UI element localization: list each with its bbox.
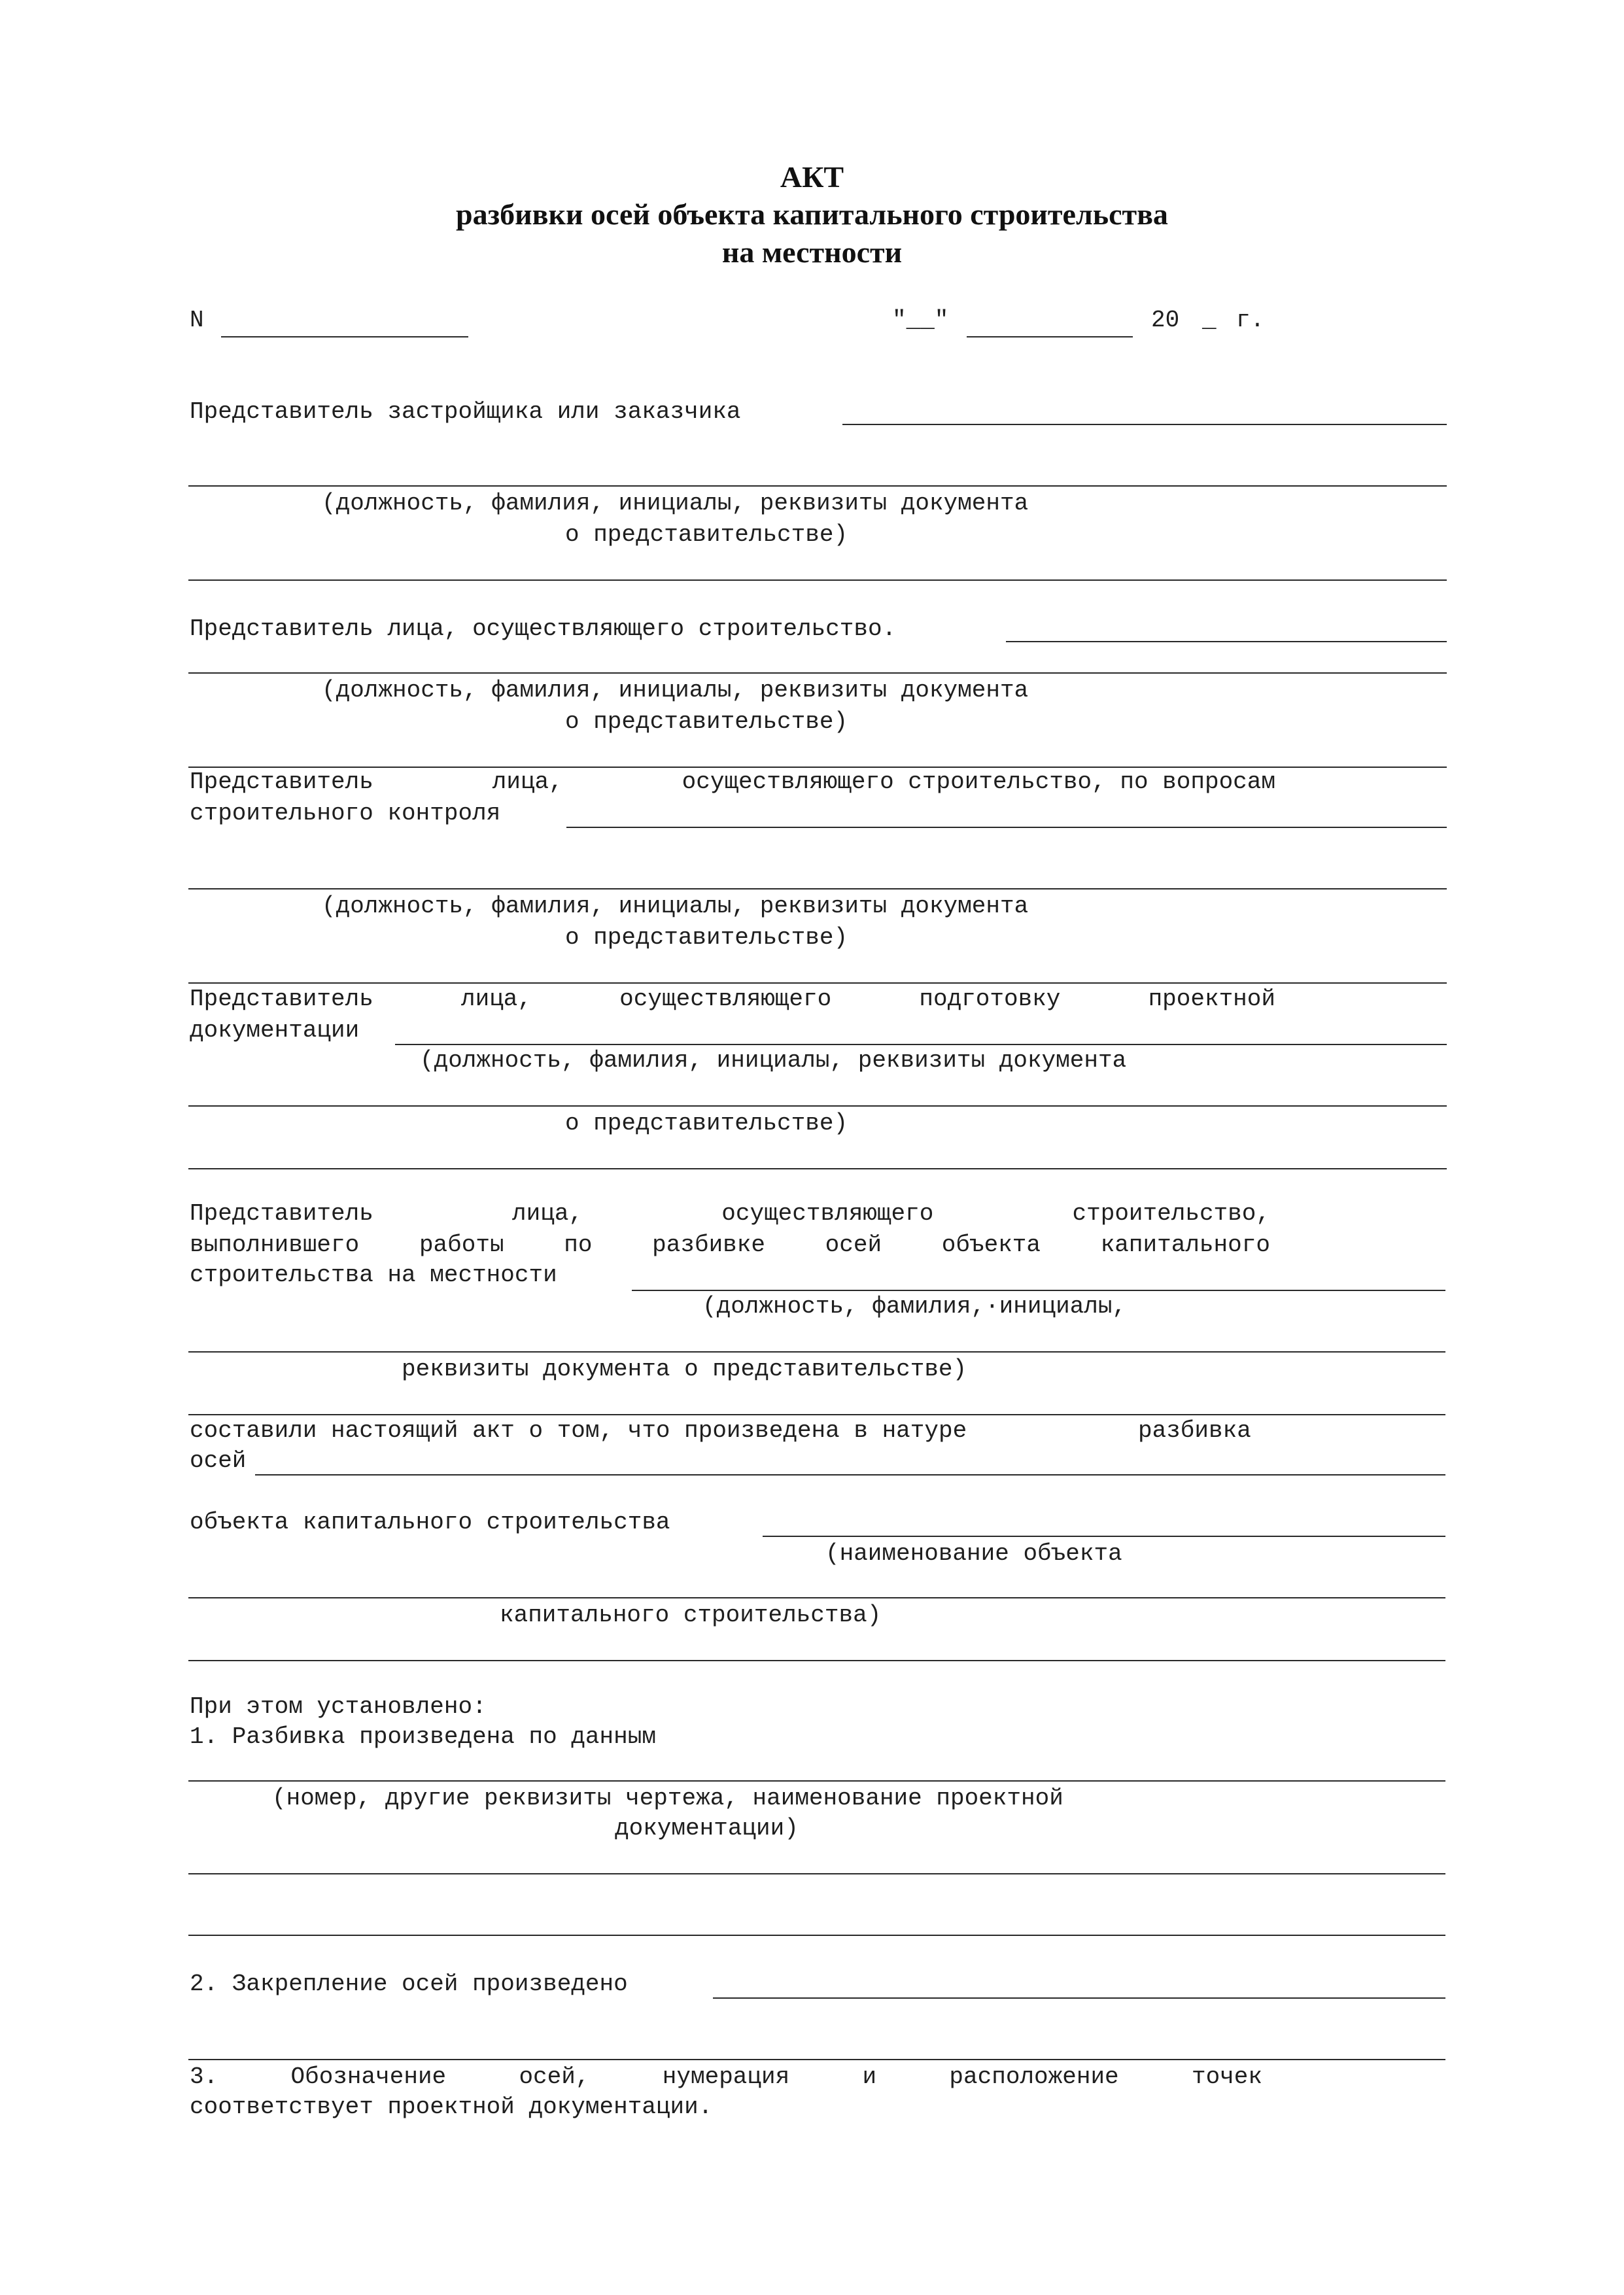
finding-2-field-line-2[interactable] xyxy=(188,2059,1445,2060)
statement-axes-field[interactable] xyxy=(255,1474,1445,1475)
rep-executor-word-9: осей xyxy=(825,1232,882,1258)
finding-3-line-1 xyxy=(190,2063,1262,2092)
rep-design-label-line-1 xyxy=(190,985,1275,1014)
rep-control-hint-2: о представительстве) xyxy=(565,924,848,951)
rep-control-word-1: Представитель xyxy=(190,768,373,795)
rep-control-field-line-2[interactable] xyxy=(188,888,1447,889)
rep-executor-label-line-2 xyxy=(190,1231,1270,1260)
object-name-field-line-3[interactable] xyxy=(188,1660,1445,1661)
rep-design-word-2: лица, xyxy=(461,986,532,1012)
rep-design-word-4: подготовку xyxy=(919,986,1061,1012)
date-year-blank[interactable]: _ xyxy=(1202,307,1217,334)
rep-developer-hint-1: (должность, фамилия, инициалы, реквизиты документа xyxy=(322,490,1029,517)
object-hint-1: (наименование объекта xyxy=(825,1540,1122,1567)
finding-1-field-line-3[interactable] xyxy=(188,1935,1445,1936)
rep-executor-word-11: капитального xyxy=(1100,1232,1270,1258)
rep-design-hint-1: (должность, фамилия, инициалы, реквизиты документа xyxy=(420,1047,1127,1074)
rep-executor-word-3: осуществляющего xyxy=(721,1200,934,1227)
rep-developer-field-line-2[interactable] xyxy=(188,485,1447,487)
statement-line-2: осей xyxy=(190,1447,247,1474)
finding-1-label: 1. Разбивка произведена по данным xyxy=(190,1723,656,1750)
object-name-field[interactable] xyxy=(763,1536,1445,1537)
finding-1-hint-1: (номер, другие реквизиты чертежа, наименование проектной xyxy=(272,1785,1063,1812)
rep-executor-word-8: разбивке xyxy=(652,1232,765,1258)
rep-design-field-line-3[interactable] xyxy=(188,1168,1447,1169)
rep-design-word-1: Представитель xyxy=(190,986,373,1012)
rep-executor-hint-1: (должность, фамилия,·инициалы, xyxy=(702,1293,1127,1320)
rep-executor-word-4: строительство, xyxy=(1072,1200,1270,1227)
finding-3-word-6: расположение xyxy=(949,2063,1119,2090)
rep-builder-label: Представитель лица, осуществляющего строительство. xyxy=(190,615,897,642)
rep-design-word-5: проектной xyxy=(1148,986,1275,1012)
rep-design-hint-2: о представительстве) xyxy=(565,1110,848,1137)
rep-control-field-line-3[interactable] xyxy=(188,982,1447,984)
rep-design-word-3: осуществляющего xyxy=(619,986,832,1012)
rep-executor-word-6: работы xyxy=(419,1232,504,1258)
rep-executor-word-5: выполнившего xyxy=(190,1232,360,1258)
date-month-field[interactable] xyxy=(967,336,1133,337)
rep-developer-field-line-3[interactable] xyxy=(188,579,1447,581)
finding-3-word-1: 3. xyxy=(190,2063,218,2090)
rep-executor-field-line-2[interactable] xyxy=(188,1351,1445,1353)
findings-intro: При этом установлено: xyxy=(190,1693,487,1720)
rep-control-label-line-1 xyxy=(190,768,1275,797)
statement-line-1: составили настоящий акт о том, что произведена в натуре xyxy=(190,1417,967,1444)
finding-3-word-5: и xyxy=(862,2063,877,2090)
date-day-quote: "__" xyxy=(892,307,949,334)
rep-design-label-line-2: документации xyxy=(190,1017,360,1044)
finding-1-hint-2: документации) xyxy=(615,1815,799,1842)
rep-design-field[interactable] xyxy=(395,1044,1447,1045)
rep-developer-hint-2: о представительстве) xyxy=(565,521,848,548)
date-year-suffix: г. xyxy=(1236,307,1265,334)
rep-developer-field[interactable] xyxy=(842,424,1447,425)
act-number-field[interactable] xyxy=(221,336,468,337)
act-number-label: N xyxy=(190,307,204,334)
rep-builder-field-line-2[interactable] xyxy=(188,672,1447,674)
finding-3-word-7: точек xyxy=(1191,2063,1262,2090)
finding-2-label: 2. Закрепление осей произведено xyxy=(190,1971,628,1997)
rep-design-field-line-2[interactable] xyxy=(188,1105,1447,1107)
rep-executor-hint-2: реквизиты документа о представительстве) xyxy=(402,1356,967,1383)
rep-control-word-2: лица, xyxy=(492,768,563,795)
date-year-prefix: 20 xyxy=(1151,307,1180,334)
document-subtitle-line-2: на местности xyxy=(721,235,903,269)
finding-3-line-2: соответствует проектной документации. xyxy=(190,2094,713,2120)
rep-control-hint-1: (должность, фамилия, инициалы, реквизиты документа xyxy=(322,893,1029,920)
rep-developer-label: Представитель застройщика или заказчика xyxy=(190,398,741,425)
rep-executor-label-line-1 xyxy=(190,1199,1270,1228)
document-title: АКТ xyxy=(780,160,844,194)
rep-executor-field-line-3[interactable] xyxy=(188,1414,1445,1415)
finding-3-word-3: осей, xyxy=(519,2063,590,2090)
rep-builder-hint-1: (должность, фамилия, инициалы, реквизиты документа xyxy=(322,677,1029,704)
rep-builder-field[interactable] xyxy=(1006,641,1447,642)
finding-3-word-4: нумерация xyxy=(662,2063,790,2090)
object-label: объекта капитального строительства xyxy=(190,1509,670,1536)
finding-3-word-2: Обозначение xyxy=(290,2063,447,2090)
finding-1-field[interactable] xyxy=(188,1780,1445,1782)
object-name-field-line-2[interactable] xyxy=(188,1597,1445,1598)
rep-executor-word-1: Представитель xyxy=(190,1200,373,1227)
rep-control-label-line-2: строительного контроля xyxy=(190,800,501,827)
rep-executor-label-line-3: строительства на местности xyxy=(190,1262,557,1288)
object-hint-2: капитального строительства) xyxy=(500,1602,882,1629)
finding-2-field[interactable] xyxy=(713,1997,1445,1999)
rep-builder-hint-2: о представительстве) xyxy=(565,708,848,735)
rep-executor-field[interactable] xyxy=(632,1290,1445,1291)
document-subtitle-line-1: разбивки осей объекта капитального строительства xyxy=(456,198,1168,231)
rep-executor-word-2: лица, xyxy=(512,1200,583,1227)
rep-executor-word-7: по xyxy=(564,1232,593,1258)
finding-1-field-line-2[interactable] xyxy=(188,1873,1445,1874)
rep-control-field[interactable] xyxy=(566,827,1447,828)
rep-executor-word-10: объекта xyxy=(941,1232,1041,1258)
statement-line-1-end: разбивка xyxy=(1138,1417,1251,1444)
rep-control-word-3: осуществляющего строительство, по вопросам xyxy=(682,768,1275,795)
